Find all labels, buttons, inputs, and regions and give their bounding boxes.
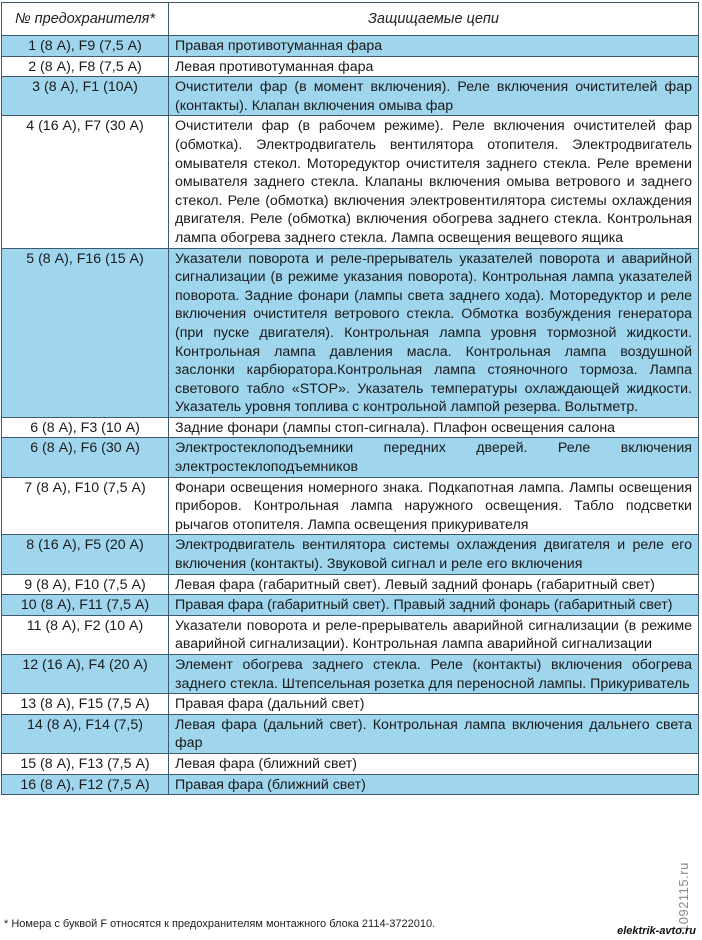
table-row xyxy=(2,77,699,116)
fuse-cell: 7 (8 А), F10 (7,5 А) xyxy=(2,477,169,535)
fuse-cell: 11 (8 А), F2 (10 А) xyxy=(2,615,169,654)
circuits-cell: Левая фара (габаритный свет). Левый задний фонарь (габаритный свет) xyxy=(169,574,699,595)
fuse-cell: 12 (16 А), F4 (20 А) xyxy=(2,655,169,694)
circuits-cell: Левая фара (дальний свет). Контрольная лампа включения дальнего света фар xyxy=(169,714,699,753)
fuse-cell: 9 (8 А), F10 (7,5 А) xyxy=(2,574,169,595)
circuits-cell: Задние фонари (лампы стоп-сигнала). Плафон освещения салона xyxy=(169,417,699,438)
circuits-cell: Указатели поворота и реле-прерыватель указателей поворота и аварийной сигнализации (в режиме указания поворота). Контрольная лампа указателей поворота. Задние фонари (лампы света заднего хода). Моторедуктор и реле включения очистителя ветрового стекла. Обмотка возбуждения генератора (при пуске двигателя). Контрольная лампа уровня тормозной жидкости. Контрольная лампа давления масла. Контрольная лампа воздушной заслонки карбюратора.Контрольная лампа стояночного тормоза. Лампа светового табло «STOP». Указатель температуры охлаждающей жидкости. Указатель уровня топлива с контрольной лампой резерва. Вольтметр. xyxy=(169,248,699,417)
circuits-cell: Электростеклоподъемники передних дверей. Реле включения электростеклоподъемников xyxy=(169,438,699,477)
circuits-cell: Указатели поворота и реле-прерыватель аварийной сигнализации (в режиме аварийной сигнализации). Контрольная лампа аварийной сигнализации xyxy=(169,615,699,654)
bottom-watermark: elektrik-avto.ru xyxy=(617,925,696,937)
fuse-cell: 15 (8 А), F13 (7,5 А) xyxy=(2,753,169,774)
table-row xyxy=(2,655,699,694)
circuits-cell: Правая противотуманная фара xyxy=(169,36,699,57)
table-row xyxy=(2,438,699,477)
fuse-cell: 5 (8 А), F16 (15 А) xyxy=(2,248,169,417)
header-protected-circuits: Защищаемые цепи xyxy=(169,3,699,36)
fuse-cell: 8 (16 А), F5 (20 А) xyxy=(2,535,169,574)
table-row xyxy=(2,615,699,654)
fuse-cell: 4 (16 А), F7 (30 А) xyxy=(2,116,169,248)
fuse-cell: 1 (8 А), F9 (7,5 А) xyxy=(2,36,169,57)
header-fuse-number: № предохранителя* xyxy=(2,3,169,36)
table-row xyxy=(2,595,699,616)
fuse-cell: 2 (8 А), F8 (7,5 А) xyxy=(2,56,169,77)
circuits-cell: Правая фара (ближний свет) xyxy=(169,774,699,795)
table-row xyxy=(2,574,699,595)
fuse-cell: 13 (8 А), F15 (7,5 А) xyxy=(2,694,169,715)
circuits-cell: Очистители фар (в момент включения). Реле включения очистителей фар (контакты). Клапан включения омыва фар xyxy=(169,77,699,116)
table-row xyxy=(2,535,699,574)
fuse-cell: 16 (8 А), F12 (7,5 А) xyxy=(2,774,169,795)
circuits-cell: Правая фара (габаритный свет). Правый задний фонарь (габаритный свет) xyxy=(169,595,699,616)
side-watermark: 1092115.ru xyxy=(676,862,691,932)
table-row xyxy=(2,36,699,57)
table-row xyxy=(2,56,699,77)
table-row xyxy=(2,774,699,795)
fuse-cell: 6 (8 А), F3 (10 А) xyxy=(2,417,169,438)
fuse-cell: 6 (8 А), F6 (30 А) xyxy=(2,438,169,477)
circuits-cell: Очистители фар (в рабочем режиме). Реле включения очистителей фар (обмотка). Электродвигатель вентилятора отопителя. Электродвигатель омывателя стекол. Моторедуктор очистителя заднего стекла. Реле времени омывателя заднего стекла. Клапаны включения омыва ветрового и заднего стекол. Реле (обмотка) включения электровентилятора системы охлаждения двигателя. Реле (обмотка) включения обогрева заднего стекла. Контрольная лампа обогрева заднего стекла. Лампа освещения вещевого ящика xyxy=(169,116,699,248)
table-row xyxy=(2,248,699,417)
circuits-cell: Правая фара (дальний свет) xyxy=(169,694,699,715)
table-row xyxy=(2,753,699,774)
fuse-cell: 10 (8 А), F11 (7,5 А) xyxy=(2,595,169,616)
fuse-cell: 14 (8 А), F14 (7,5) xyxy=(2,714,169,753)
table-row xyxy=(2,477,699,535)
fuse-cell: 3 (8 А), F1 (10А) xyxy=(2,77,169,116)
circuits-cell: Левая фара (ближний свет) xyxy=(169,753,699,774)
circuits-cell: Электродвигатель вентилятора системы охлаждения двигателя и реле его включения (контакты). Звуковой сигнал и реле его включения xyxy=(169,535,699,574)
circuits-cell: Левая противотуманная фара xyxy=(169,56,699,77)
table-row xyxy=(2,714,699,753)
table-row xyxy=(2,417,699,438)
table-row xyxy=(2,694,699,715)
fuse-table xyxy=(1,2,699,795)
circuits-cell: Элемент обогрева заднего стекла. Реле (контакты) включения обогрева заднего стекла. Штепсельная розетка для переносной лампы. Прикуриватель xyxy=(169,655,699,694)
table-header-row xyxy=(2,3,699,36)
footnote: * Номера с буквой F относятся к предохранителям монтажного блока 2114-3722010. xyxy=(4,918,436,930)
circuits-cell: Фонари освещения номерного знака. Подкапотная лампа. Лампы освещения приборов. Контрольная лампа наружного освещения. Табло подсветки рычагов отопителя. Лампа освещения прикуривателя xyxy=(169,477,699,535)
table-row xyxy=(2,116,699,248)
